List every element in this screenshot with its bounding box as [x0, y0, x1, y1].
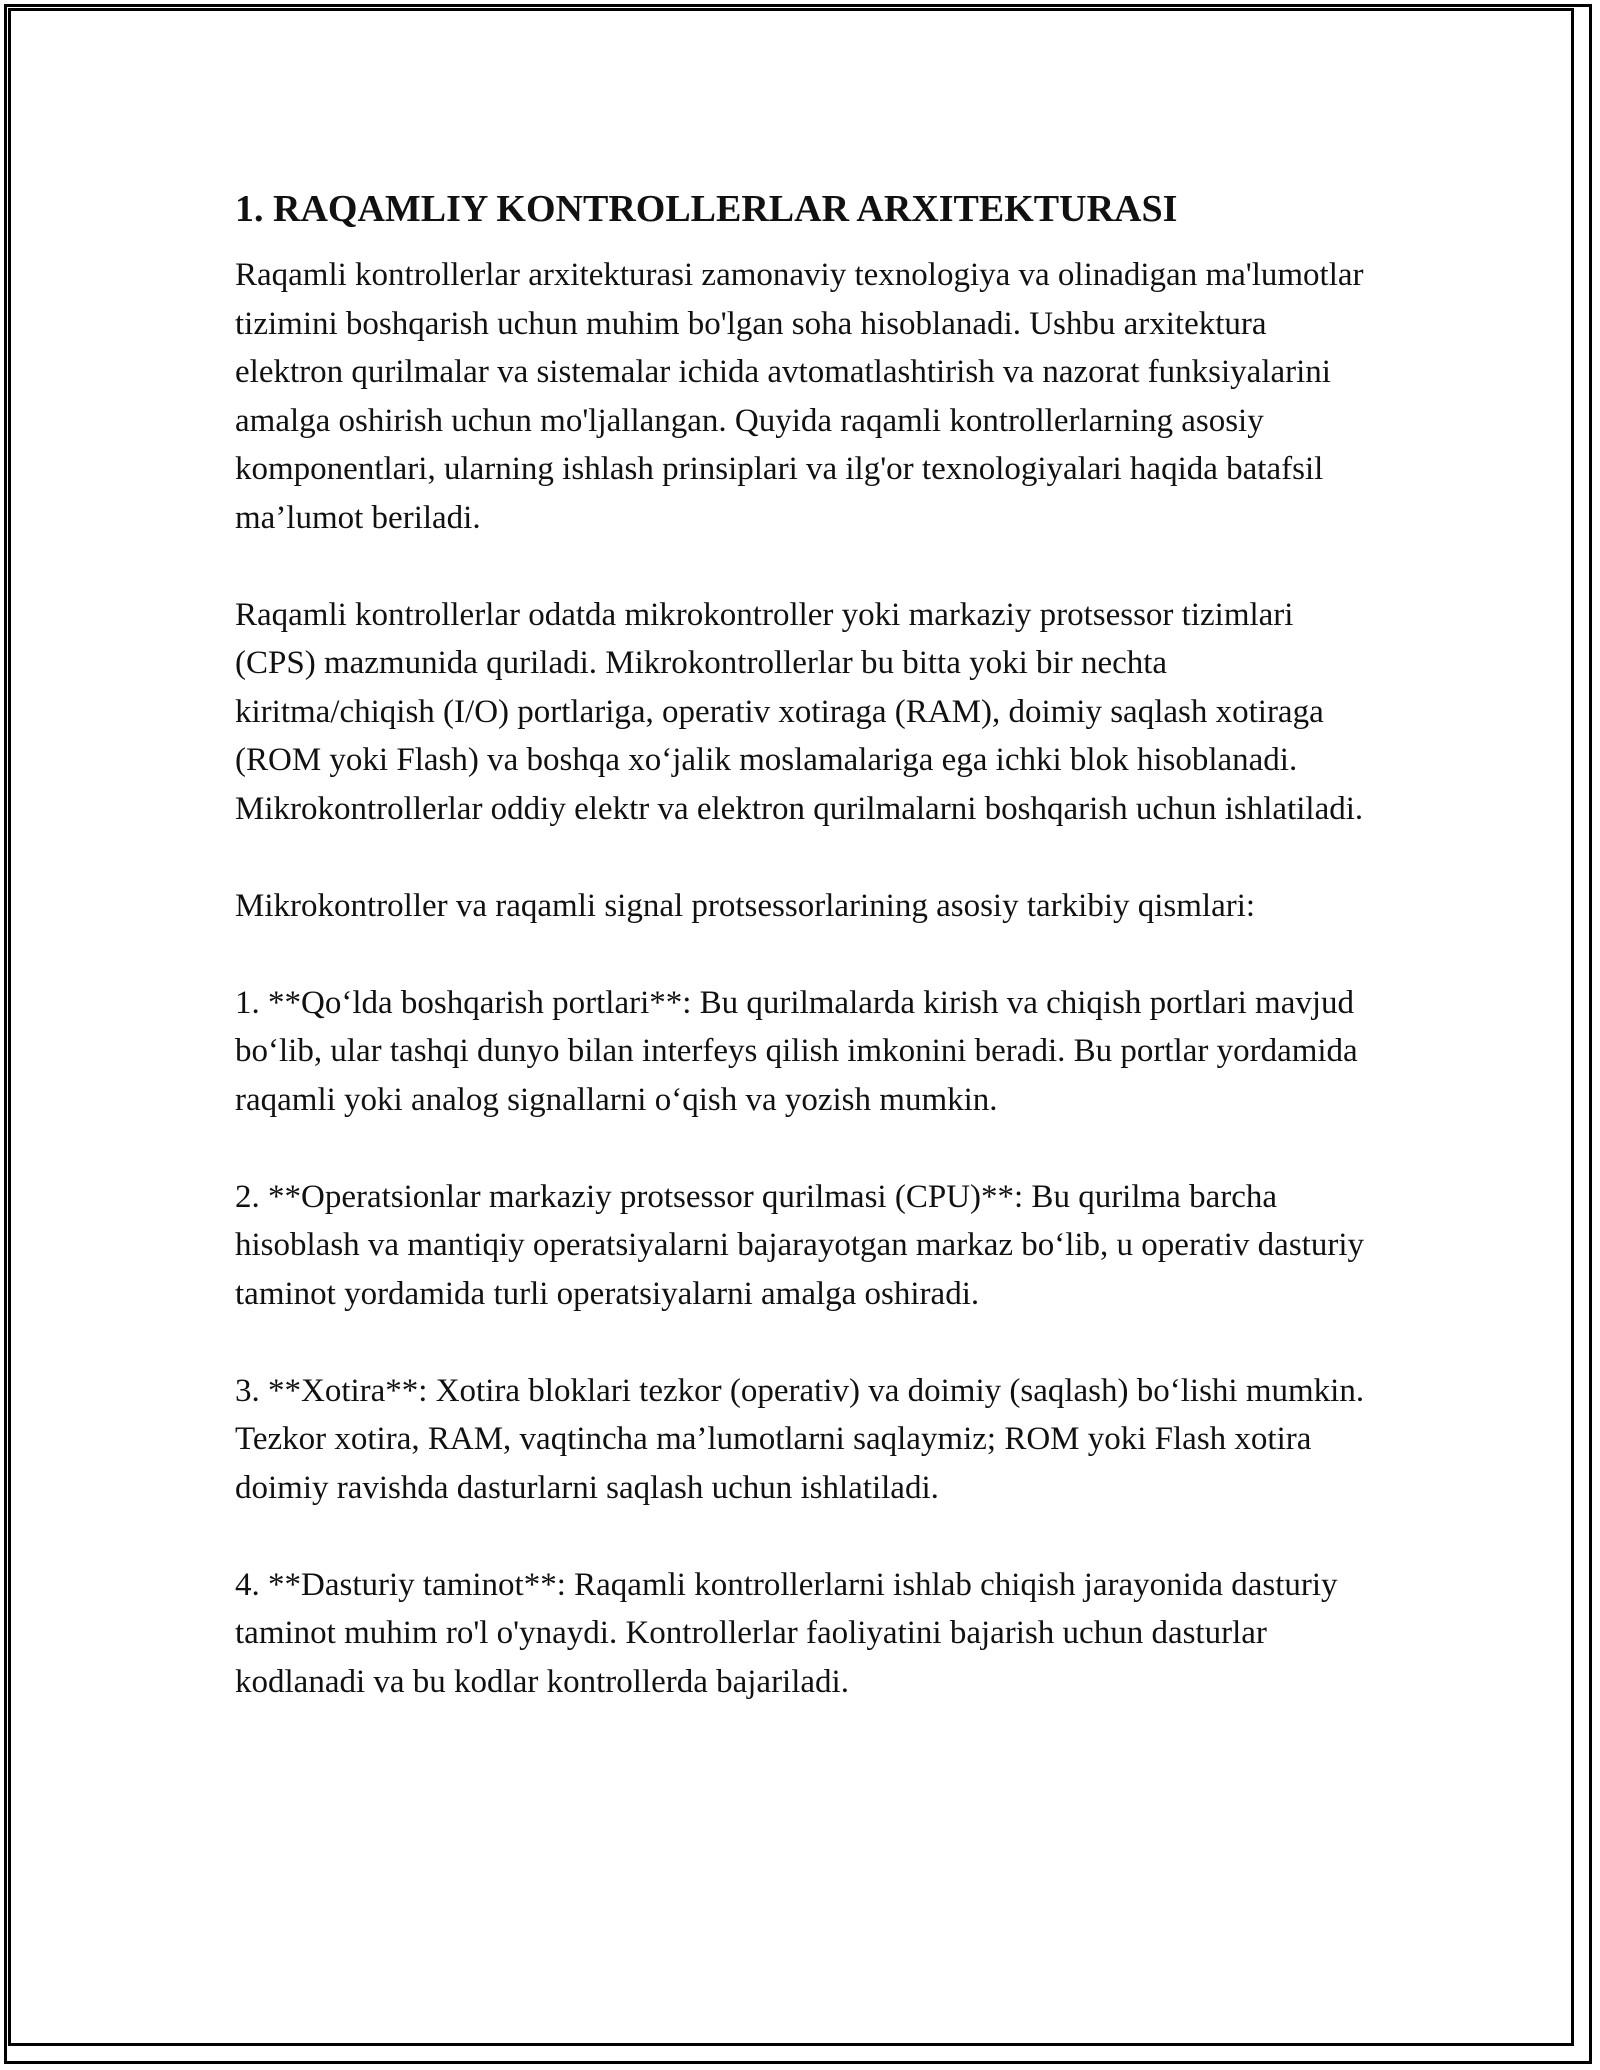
list-item-memory: 3. **Xotira**: Xotira bloklari tezkor (operativ) va doimiy (saqlash) bo‘lishi mumkin. Tezkor xotira, RAM, vaqtincha ma’lumotlarni saqlaymiz; ROM yoki Flash xotira doimiy ravishda dasturlarni saqlash uchun ishlatiladi. — [235, 1372, 1365, 1506]
document-body — [235, 185, 1375, 1755]
paragraph-components-heading: Mikrokontroller va raqamli signal protsessorlarining asosiy tarkibiy qismlari: — [235, 887, 1256, 924]
list-item-software: 4. **Dasturiy taminot**: Raqamli kontrollerlarni ishlab chiqish jarayonida dasturiy taminot muhim ro'l o'ynaydi. Kontrollerlar faoliyatini bajarish uchun dasturlar kodlanadi va bu kodlar kontrollerda bajariladi. — [235, 1566, 1338, 1700]
list-item-cpu: 2. **Operatsionlar markaziy protsessor qurilmasi (CPU)**: Bu qurilma barcha hisoblash va mantiqiy operatsiyalarni bajarayotgan markaz bo‘lib, u operativ dasturiy taminot yordamida turli operatsiyalarni amalga oshiradi. — [235, 1178, 1364, 1312]
list-item-ports: 1. **Qo‘lda boshqarish portlari**: Bu qurilmalarda kirish va chiqish portlari mavjud bo‘lib, ular tashqi dunyo bilan interfeys qilish imkonini beradi. Bu portlar yordamida raqamli yoki analog signallarni o‘qish va yozish mumkin. — [235, 984, 1358, 1118]
document-title: 1. RAQAMLIY KONTROLLERLAR ARXITEKTURASI — [235, 188, 1178, 230]
paragraph-microcontrollers: Raqamli kontrollerlar odatda mikrokontroller yoki markaziy protsessor tizimlari (CPS) mazmunida quriladi. Mikrokontrollerlar bu bitta yoki bir nechta kiritma/chiqish (I/O) portlariga, operativ xotiraga (RAM), doimiy saqlash xotiraga (ROM yoki Flash) va boshqa xo‘jalik moslamalariga ega ichki blok hisoblanadi. Mikrokontrollerlar oddiy elektr va elektron qurilmalarni boshqarish uchun ishlatiladi. — [235, 596, 1364, 827]
paragraph-intro: Raqamli kontrollerlar arxitekturasi zamonaviy texnologiya va olinadigan ma'lumotlar tizimini boshqarish uchun muhim bo'lgan soha hisoblanadi. Ushbu arxitektura elektron qurilmalar va sistemalar ichida avtomatlashtirish va nazorat funksiyalarini amalga oshirish uchun mo'ljallangan. Quyida raqamli kontrollerlarning asosiy komponentlari, ularning ishlash prinsiplari va ilg'or texnologiyalari haqida batafsil ma’lumot beriladi. — [235, 257, 1364, 536]
